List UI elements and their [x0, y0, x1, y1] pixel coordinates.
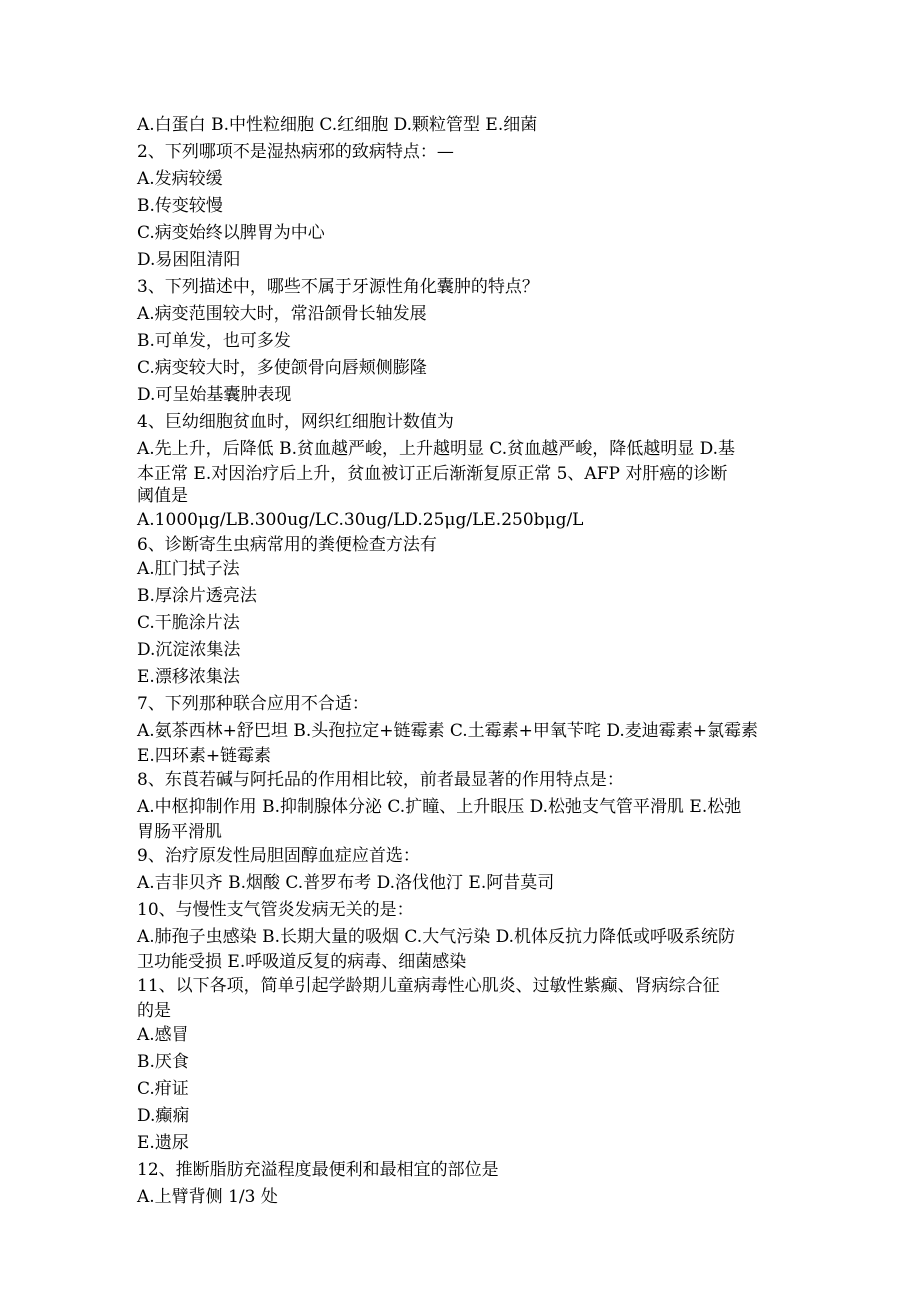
option-line: A.氨茶西林+舒巴坦 B.头孢拉定+链霉素 C.土霉素+甲氧苄咤 D.麦迪霉素+氯霉素: [137, 721, 758, 741]
option-line: C.疳证: [137, 1079, 189, 1099]
option-line: 本正常 E.对因治疗后上升，贫血被订正后渐渐复原正常 5、AFP 对肝癌的诊断: [137, 464, 728, 484]
option-line: A.发病较缓: [137, 169, 223, 189]
question-8: 8、东莨若碱与阿托品的作用相比较，前者最显著的作用特点是：: [137, 770, 624, 790]
option-line: A.感冒: [137, 1025, 189, 1045]
option-line: B.厚涂片透亮法: [137, 586, 257, 606]
option-line: A.吉非贝齐 B.烟酸 C.普罗布考 D.洛伐他汀 E.阿昔莫司: [137, 873, 555, 893]
option-line: A.1000μg/LB.300ug/LC.30ug/LD.25μg/LE.250bμg/L: [137, 510, 584, 530]
option-line: 胃肠平滑肌: [137, 822, 222, 842]
option-line: B.可单发，也可多发: [137, 331, 291, 351]
option-line: C.病变始终以脾胃为中心: [137, 223, 325, 243]
option-line: D.可呈始基囊肿表现: [137, 385, 292, 405]
option-line: B.传变较慢: [137, 196, 223, 216]
question-3: 3、下列描述中，哪些不属于牙源性角化囊肿的特点？: [137, 277, 539, 297]
option-line: E.漂移浓集法: [137, 667, 240, 687]
question-2: 2、下列哪项不是湿热病邪的致病特点：—: [137, 142, 454, 162]
option-line: C.干脆涂片法: [137, 613, 240, 633]
option-line: A.上臂背侧 1/3 处: [137, 1187, 278, 1207]
option-line: A.肺孢子虫感染 B.长期大量的吸烟 C.大气污染 D.机体反抗力降低或呼吸系统防: [137, 927, 736, 947]
question-6: 6、诊断寄生虫病常用的粪便检查方法有: [137, 535, 437, 555]
option-line: A.病变范围较大时，常沿颌骨长轴发展: [137, 304, 427, 324]
question-4: 4、巨幼细胞贫血时，网织红细胞计数值为: [137, 412, 454, 432]
document-body: [137, 112, 787, 1211]
question-9: 9、治疗原发性局胆固醇血症应首选：: [137, 846, 420, 866]
answer-options-q1: A.白蛋白 B.中性粒细胞 C.红细胞 D.颗粒管型 E.细菌: [137, 115, 538, 135]
question-5-continued: 阈值是: [137, 486, 188, 506]
question-10: 10、与慢性支气管炎发病无关的是：: [137, 900, 414, 920]
option-line: 卫功能受损 E.呼吸道反复的病毒、细菌感染: [137, 952, 467, 972]
option-line: D.癫痫: [137, 1106, 190, 1126]
option-line: B.厌食: [137, 1052, 189, 1072]
option-line: D.易困阻清阳: [137, 250, 241, 270]
question-7: 7、下列那种联合应用不合适：: [137, 694, 369, 714]
option-line: E.四环素+链霉素: [137, 746, 272, 766]
option-line: D.沉淀浓集法: [137, 640, 241, 660]
option-line: E.遗尿: [137, 1133, 189, 1153]
option-line: A.先上升，后降低 B.贫血越严峻，上升越明显 C.贫血越严峻，降低越明显 D.基: [137, 439, 736, 459]
question-11-continued: 的是: [137, 1001, 171, 1021]
question-11: 11、以下各项，简单引起学龄期儿童病毒性心肌炎、过敏性紫癫、肾病综合征: [137, 976, 720, 996]
option-line: C.病变较大时，多使颌骨向唇颊侧膨隆: [137, 358, 427, 378]
option-line: A.中枢抑制作用 B.抑制腺体分泌 C.扩瞳、上升眼压 D.松弛支气管平滑肌 E.松弛: [137, 797, 742, 817]
question-12: 12、推断脂肪充溢程度最便利和最相宜的部位是: [137, 1160, 499, 1180]
option-line: A.肛门拭子法: [137, 559, 240, 579]
